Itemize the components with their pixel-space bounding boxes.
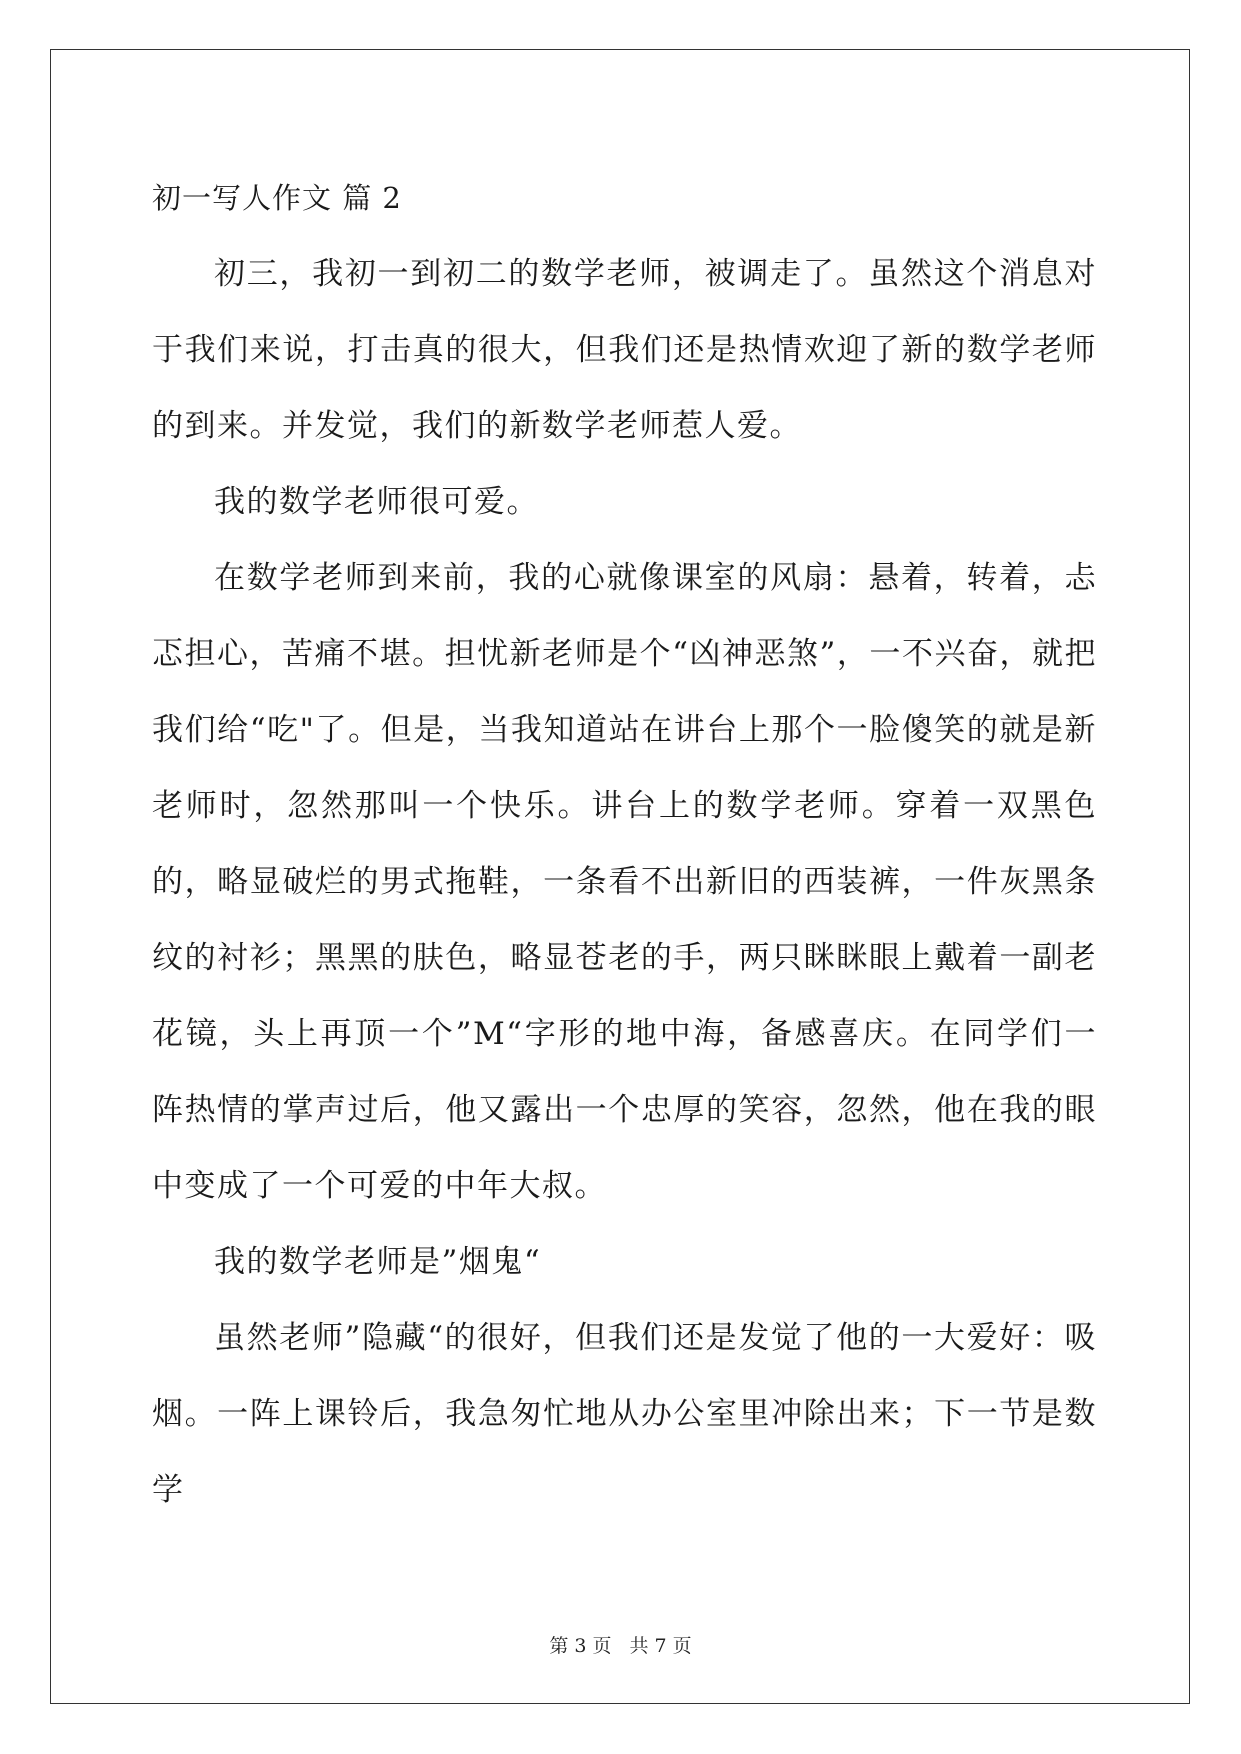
document-body: [152, 160, 1097, 1528]
paragraph-2: 我的数学老师很可爱。: [214, 484, 539, 520]
paragraph-1: 初三，我初一到初二的数学老师，被调走了。虽然这个消息对于我们来说，打击真的很大，但我们还是热情欢迎了新的数学老师的到来。并发觉，我们的新数学老师惹人爱。: [152, 256, 1097, 444]
current-page-label: 第 3 页: [549, 1635, 612, 1657]
paragraph-3: 在数学老师到来前，我的心就像课室的风扇：悬着，转着，忐忑担心，苦痛不堪。担忧新老师是个“凶神恶煞”，一不兴奋，就把我们给“吃"了。但是，当我知道站在讲台上那个一脸傻笑的就是新老师时，忽然那叫一个快乐。讲台上的数学老师。穿着一双黑色的，略显破烂的男式拖鞋，一条看不出新旧的西装裤，一件灰黑条纹的衬衫；黑黑的肤色，略显苍老的手，两只眯眯眼上戴着一副老花镜，头上再顶一个”M“字形的地中海，备感喜庆。在同学们一阵热情的掌声过后，他又露出一个忠厚的笑容，忽然，他在我的眼中变成了一个可爱的中年大叔。: [152, 560, 1097, 1204]
paragraph-4: 我的数学老师是”烟鬼“: [214, 1244, 542, 1280]
section-title: 初一写人作文 篇 2: [152, 181, 402, 215]
total-pages-label: 共 7 页: [629, 1635, 692, 1657]
paragraph-5: 虽然老师”隐藏“的很好，但我们还是发觉了他的一大爱好：吸烟。一阵上课铃后，我急匆忙地从办公室里冲除出来；下一节是数学: [152, 1320, 1097, 1508]
page-footer: [0, 1631, 1241, 1658]
